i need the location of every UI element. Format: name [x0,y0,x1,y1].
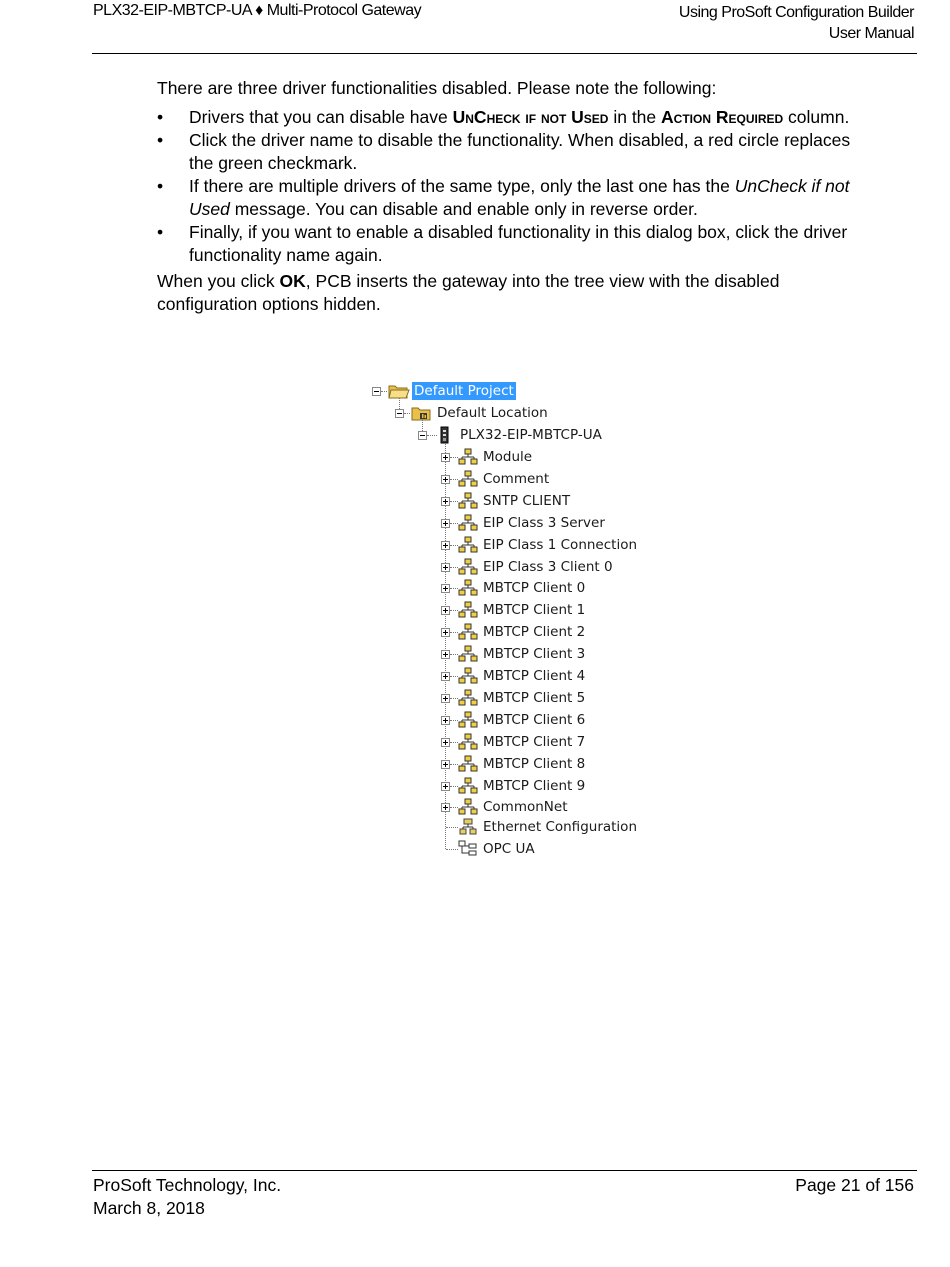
tree-label-config-item[interactable]: MBTCP Client 0 [483,580,586,597]
tree-connector-line [450,764,458,765]
tree-label-config-item[interactable]: MBTCP Client 7 [483,733,586,750]
bullet2-text: Click the driver name to disable the functionality. When disabled, a red circle replaces the green checkmark. [189,130,851,173]
tree-label-gateway[interactable]: PLX32-EIP-MBTCP-UA [460,427,602,443]
tree-connector-line [450,742,458,743]
tree-connector-line [446,849,458,850]
tree-connector-line [450,676,458,677]
tree-connector-line [381,391,387,392]
network-node-icon [458,448,478,472]
network-node-icon [458,711,478,735]
expand-icon[interactable] [441,803,450,812]
opc-ua-icon [458,840,478,858]
tree-label-config-item[interactable]: CommonNet [483,799,568,816]
tree-connector-line [450,545,458,546]
bullet-item [157,221,857,266]
network-node-icon [458,470,478,494]
collapse-icon[interactable] [372,387,381,396]
tree-connector-line [450,523,458,524]
bullet-item [157,175,857,220]
tree-label-config-item[interactable]: MBTCP Client 6 [483,711,586,728]
footer-company: ProSoft Technology, Inc. [93,1175,282,1195]
expand-icon[interactable] [441,650,450,659]
network-node-icon [458,755,478,779]
expand-icon[interactable] [441,541,450,550]
expand-icon[interactable] [441,672,450,681]
collapse-icon[interactable] [418,431,427,440]
bullet4-text: Finally, if you want to enable a disabled functionality in this dialog box, click the driver functionality name again. [189,222,848,265]
tree-label-config-item[interactable]: Comment [483,470,550,487]
network-node-icon [458,623,478,647]
closing-text-a: When you click [157,271,280,291]
tree-label-config-item[interactable]: MBTCP Client 4 [483,668,586,684]
tree-connector-line [450,501,458,502]
bullet1-text-b: in the [608,106,662,127]
bullet3-text-a: If there are multiple drivers of the same type, only the last one has the [189,176,735,196]
header-section [679,2,914,44]
expand-icon[interactable] [441,584,450,593]
project-tree-view [370,378,640,858]
bullet-icon: • [157,222,164,242]
tree-connector-line [450,567,458,568]
tree-connector-line [450,720,458,721]
expand-icon[interactable] [441,628,450,637]
tree-label-config-item[interactable]: EIP Class 1 Connection [483,536,638,553]
header-section-title: Using ProSoft Configuration Builder [678,4,914,21]
uncheck-term: UnCheck if not Used [452,106,609,127]
closing-text-b: , PCB inserts the gateway into the tree view with the disabled configuration options hidden. [157,271,780,314]
tree-connector-line [450,479,458,480]
tree-label-project[interactable]: Default Project [414,383,514,399]
network-node-icon [458,689,478,713]
tree-label-location[interactable]: Default Location [437,405,548,421]
tree-label-config-item[interactable]: MBTCP Client 5 [483,689,586,706]
bullet-icon: • [157,130,164,150]
gateway-device-icon [440,426,450,444]
footer-date: March 8, 2018 [93,1198,205,1218]
tree-label-config-item[interactable]: MBTCP Client 8 [483,755,586,772]
header-title: PLX32-EIP-MBTCP-UA ♦ Multi-Protocol Gateway [93,2,422,19]
action-required-term: Action Required [661,106,784,127]
footer-rule [92,1170,917,1171]
network-node-icon [458,601,478,625]
tree-connector-line [450,807,458,808]
intro-paragraph: There are three driver functionalities disabled. Please note the following: [157,78,717,98]
network-node-icon [458,492,478,516]
location-folder-icon [411,405,431,421]
tree-label-config-item[interactable]: MBTCP Client 3 [483,646,586,663]
bullet3-text-b: message. You can disable and enable only in reverse order. [229,198,698,219]
tree-connector-line [404,413,410,414]
bullet1-text-a: Drivers that you can disable have [189,106,453,127]
network-node-icon [458,667,478,691]
folder-open-icon [388,383,410,399]
tree-label-config-item[interactable]: MBTCP Client 2 [483,624,586,641]
header-doc-type: User Manual [828,25,914,42]
body-text [157,77,857,321]
bullet-item [157,129,857,174]
ethernet-config-icon [458,818,478,836]
tree-connector-line [450,698,458,699]
uncheck-emphasis: UnCheck if not Used [189,176,850,219]
network-node-icon [458,579,478,603]
expand-icon[interactable] [441,694,450,703]
tree-label-config-item[interactable]: MBTCP Client 9 [483,777,586,794]
network-node-icon [458,733,478,757]
tree-label-config-item[interactable]: EIP Class 3 Server [483,514,605,531]
expand-icon[interactable] [441,760,450,769]
expand-icon[interactable] [441,497,450,506]
tree-connector-line [450,610,458,611]
expand-icon[interactable] [441,606,450,615]
tree-label-opc-ua[interactable]: OPC UA [483,841,535,857]
tree-connector-line [450,654,458,655]
tree-connector-line [450,588,458,589]
tree-label-config-item[interactable]: Module [483,449,533,465]
header-rule [92,53,917,54]
expand-icon[interactable] [441,519,450,528]
bullet-icon: • [157,176,164,196]
bullet-list [157,106,857,267]
tree-connector-line [446,827,458,828]
expand-icon[interactable] [441,716,450,725]
footer-page-number: Page 21 of 156 [795,1175,914,1195]
expand-icon[interactable] [441,453,450,462]
tree-connector-line [450,457,458,458]
network-node-icon [458,645,478,669]
footer-left [93,1174,281,1220]
tree-label-config-item[interactable]: MBTCP Client 1 [483,602,586,619]
expand-icon[interactable] [441,475,450,484]
bullet-icon: • [157,106,164,127]
tree-label-config-item[interactable]: EIP Class 3 Client 0 [483,558,613,575]
ok-term: OK [279,271,306,291]
network-node-icon [458,514,478,538]
tree-connector-line [450,632,458,633]
network-node-icon [458,536,478,560]
closing-paragraph [157,270,857,315]
expand-icon[interactable] [441,782,450,791]
bullet-item [157,106,857,129]
expand-icon[interactable] [441,738,450,747]
network-node-icon [458,558,478,582]
tree-connector-line [427,435,437,436]
expand-icon[interactable] [441,563,450,572]
tree-label-config-item[interactable]: SNTP CLIENT [483,492,571,509]
collapse-icon[interactable] [395,409,404,418]
tree-label-ethernet-config[interactable]: Ethernet Configuration [483,819,637,835]
network-node-icon [458,777,478,801]
tree-connector-line [450,786,458,787]
bullet1-text-c: column. [783,106,850,127]
